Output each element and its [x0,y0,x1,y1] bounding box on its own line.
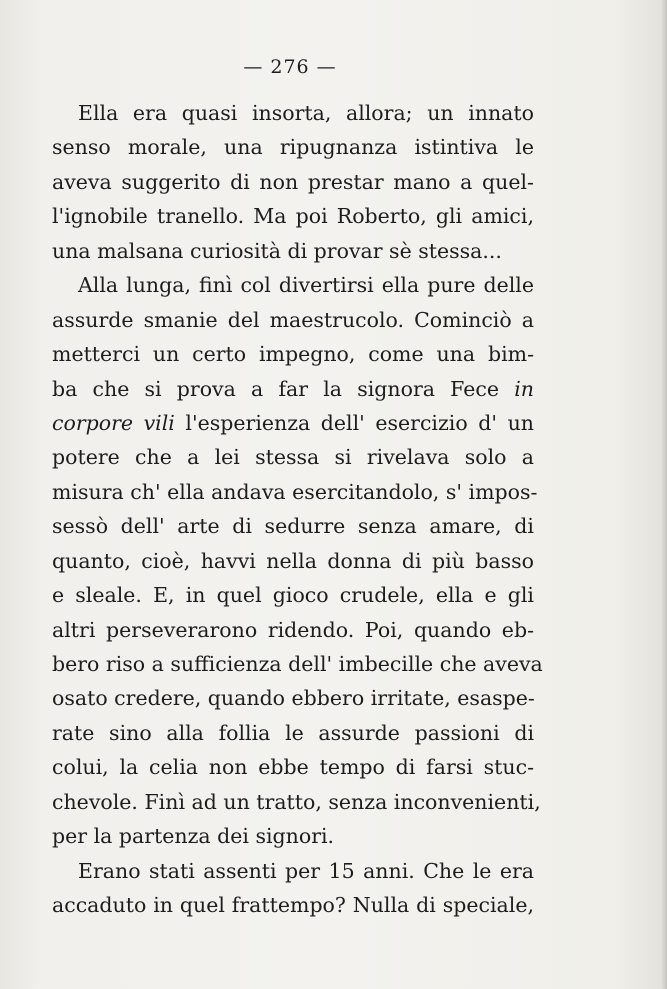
text-line: misura ch' ella andava esercitandolo, s' impos- [52,479,538,504]
page-number: — 276 — [243,56,337,78]
text-line: rate sino alla follia le assurde passioni di [52,720,534,745]
text-line: senso morale, una ripugnanza istintiva le [52,135,534,160]
italic-fragment: corpore vili [52,410,175,435]
text-line-mixed [52,372,534,406]
page-edge-shadow [661,0,667,989]
text-line: accaduto in quel frattempo? Nulla di speciale, [52,893,534,918]
text-line: assurde smanie del maestrucolo. Cominciò a [52,307,534,332]
text-line: Erano stati assenti per 15 anni. Che le era [78,858,534,883]
text-line: altri perseverarono ridendo. Poi, quando eb- [52,617,534,642]
text-line: potere che a lei stessa si rivelava solo a [52,445,534,470]
text-line: metterci un certo impegno, come una bim- [52,342,534,367]
text-line: osato credere, quando ebbero irritate, esaspe- [52,686,535,711]
body-text [52,96,543,923]
text-line: aveva suggerito di non prestar mano a quel- [52,169,534,194]
text-line: l'ignobile tranello. Ma poi Roberto, gli amici, [52,204,534,229]
text-line: e sleale. E, in quel gioco crudele, ella e gli [52,583,534,608]
text-line: Ella era quasi insorta, allora; un innato [78,101,534,125]
text-line: chevole. Finì ad un tratto, senza inconvenienti, [52,789,541,814]
text-line: quanto, cioè, havvi nella donna di più basso [52,548,534,573]
text-line: Alla lunga, finì col divertirsi ella pure delle [78,273,534,298]
italic-fragment: in [514,376,534,401]
text-fragment: l'esperienza dell' esercizio d' un [185,410,534,435]
text-line: una malsana curiosità di provar sè stessa... [52,238,502,263]
text-line: colui, la celia non ebbe tempo di farsi stuc- [52,755,534,780]
text-line: bero riso a sufficienza dell' imbecille che aveva [52,652,543,676]
text-fragment: ba che si prova a far la signora Fece [52,376,500,401]
text-line-mixed [52,406,534,440]
text-line: sessò dell' arte di sedurre senza amare, di [52,514,534,539]
text-line: per la partenza dei signori. [52,824,335,849]
